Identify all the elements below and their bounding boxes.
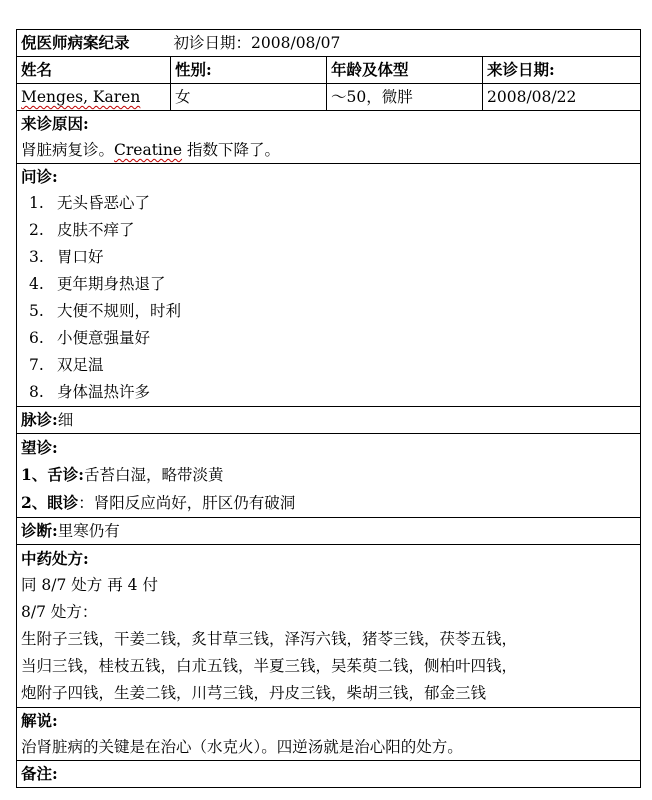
list-item [21, 217, 636, 244]
pulse-row [17, 407, 641, 434]
list-item [21, 352, 636, 379]
eye-line [21, 489, 636, 517]
list-item [21, 298, 636, 325]
tongue-text: 舌苔白湿，略带淡黄 [84, 466, 224, 484]
item-number: 6. [29, 329, 44, 347]
herbs-line-2: 8/7 处方： [21, 603, 98, 621]
notes-label: 备注: [21, 764, 58, 783]
herbs-line-5: 炮附子四钱，生姜二钱，川芎三钱，丹皮三钱，柴胡三钱，郁金三钱 [21, 684, 487, 702]
tongue-label: 1、舌诊: [21, 465, 85, 484]
item-text: 双足温 [57, 356, 104, 374]
inquiry-list [21, 190, 636, 406]
item-text: 大便不规则，时利 [57, 302, 182, 320]
item-number: 4. [29, 275, 44, 293]
diagnosis-row [17, 518, 641, 545]
item-number: 3. [29, 248, 44, 266]
pulse-text: 细 [57, 411, 74, 429]
herbs-line-4: 当归三钱，桂枝五钱，白朮五钱，半夏三钱，吴茱萸二钱，侧柏叶四钱， [21, 657, 518, 675]
pulse-label: 脉诊: [21, 410, 58, 429]
item-text: 身体温热许多 [57, 383, 151, 401]
eye-label: 2、眼诊 [21, 493, 79, 512]
explain-label: 解说: [21, 711, 58, 730]
herbs-line-3: 生附子三钱，干姜二钱，炙甘草三钱，泽泻六钱，猪苓三钱，茯苓五钱， [21, 630, 518, 648]
reason-row [17, 111, 641, 164]
name-label: 姓名 [17, 57, 171, 84]
item-text: 胃口好 [57, 248, 104, 266]
item-number: 5. [29, 302, 44, 320]
medical-record-sheet [16, 29, 640, 788]
age-label: 年龄及体型 [327, 57, 483, 84]
patient-name-cell [17, 84, 171, 111]
item-number: 7. [29, 356, 44, 374]
title-row [17, 30, 641, 57]
observe-row [17, 434, 641, 518]
list-item [21, 325, 636, 352]
reason-label: 来诊原因: [21, 114, 89, 133]
notes-row [17, 761, 641, 788]
diagnosis-text: 里寒仍有 [57, 522, 120, 540]
item-number: 2. [29, 221, 44, 239]
item-text: 更年期身热退了 [57, 275, 166, 293]
list-item [21, 244, 636, 271]
list-item [21, 271, 636, 298]
herbs-line-1: 同 8/7 处方 再 4 付 [21, 576, 158, 594]
patient-gender: 女 [171, 84, 327, 111]
creatine-word: Creatine [114, 141, 183, 159]
explain-row [17, 708, 641, 761]
list-item [21, 190, 636, 217]
visit-date: 2008/08/22 [483, 84, 641, 111]
item-number: 8. [29, 383, 44, 401]
herbs-row [17, 545, 641, 708]
item-text: 无头昏恶心了 [57, 194, 151, 212]
header-label-row [17, 57, 641, 84]
inquiry-row [17, 164, 641, 407]
item-text: 皮肤不痒了 [57, 221, 135, 239]
visit-date-label: 来诊日期: [483, 57, 641, 84]
eye-text: ：肾阳反应尚好，肝区仍有破洞 [78, 494, 296, 512]
patient-name: Menges, Karen [21, 88, 141, 106]
item-text: 小便意强量好 [57, 329, 151, 347]
herbs-label: 中药处方: [21, 549, 89, 568]
gender-label: 性别: [171, 57, 327, 84]
item-number: 1. [29, 194, 44, 212]
tongue-line [21, 461, 636, 489]
header-value-row [17, 84, 641, 111]
reason-text [21, 137, 636, 163]
reason-text-pre: 肾脏病复诊。 [21, 141, 115, 159]
diagnosis-label: 诊断: [21, 521, 58, 540]
observe-label: 望诊: [21, 438, 58, 457]
record-title: 倪医师病案纪录 [21, 33, 130, 52]
first-visit-date: 2008/08/07 [251, 34, 341, 52]
patient-age: ～50，微胖 [327, 84, 483, 111]
list-item [21, 379, 636, 406]
reason-text-post: 指数下降了。 [182, 141, 280, 159]
first-visit-label: 初诊日期： [173, 34, 252, 52]
medical-record-table [16, 29, 641, 788]
explain-text: 治肾脏病的关键是在治心（水克火）。四逆汤就是治心阳的处方。 [21, 738, 463, 756]
inquiry-label: 问诊: [21, 167, 58, 186]
